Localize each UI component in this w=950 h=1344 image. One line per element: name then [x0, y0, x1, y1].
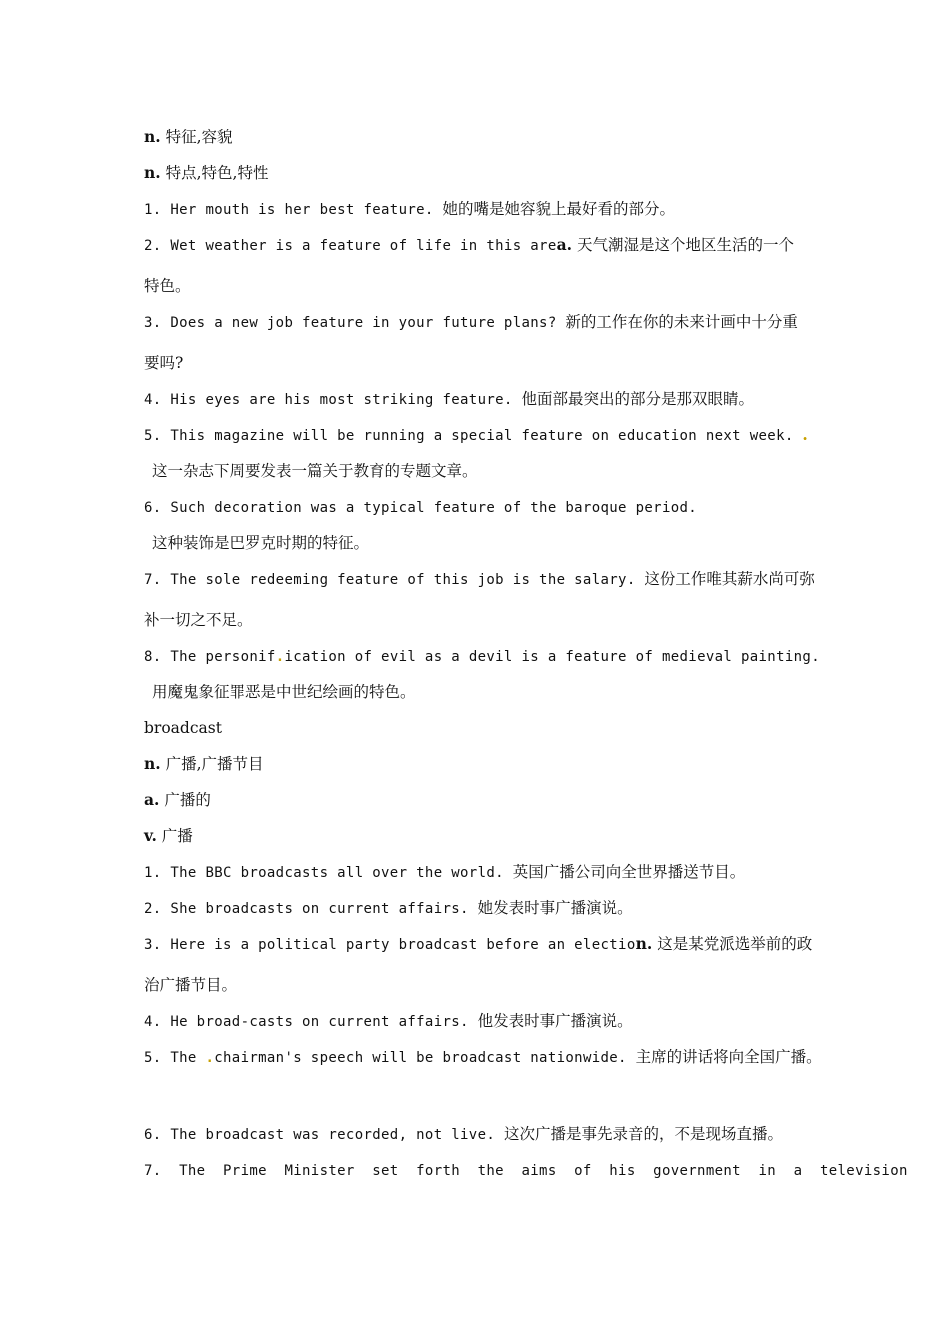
example-chinese: 她的嘴是她容貌上最好看的部分。 [442, 200, 675, 218]
example-english: 7. The Prime Minister set forth the aims of his government in a television [144, 1163, 908, 1179]
example-chinese: 用魔鬼象征罪恶是中世纪绘画的特色。 [152, 683, 416, 701]
feature-pos-noun-1 [144, 127, 233, 147]
feature-example-7-continued [144, 610, 253, 630]
feature-example-2 [144, 235, 794, 256]
example-chinese: 主席的讲话将向全国广播。 [635, 1048, 822, 1066]
feature-example-1 [144, 199, 675, 220]
example-chinese: 这是某党派选举前的政 [652, 935, 813, 953]
example-english-rest: chairman's speech will be broadcast nationwide. [214, 1050, 636, 1066]
definition: 广播 [156, 827, 193, 845]
example-english: 5. This magazine will be running a special feature on education next week. [144, 428, 803, 444]
feature-example-3 [144, 312, 798, 333]
broadcast-example-2 [144, 898, 633, 919]
pos-label: n. [144, 127, 161, 146]
example-chinese: 英国广播公司向全世界播送节目。 [512, 863, 746, 881]
definition: 特点,特色,特性 [160, 164, 269, 182]
example-chinese: 治广播节目。 [144, 976, 238, 994]
feature-pos-noun-2 [144, 163, 268, 183]
example-english: 2. She broadcasts on current affairs. [144, 901, 478, 917]
broadcast-pos-verb [144, 826, 193, 846]
example-english-rest: ication of evil as a devil is a feature of medieval painting. [284, 649, 820, 665]
bold-mark: n. [635, 934, 653, 953]
feature-example-6 [144, 497, 697, 518]
definition: 广播的 [159, 791, 211, 809]
broadcast-pos-adjective [144, 790, 211, 810]
broadcast-example-5 [144, 1047, 822, 1068]
bold-mark: a. [556, 235, 573, 254]
feature-example-3-continued [144, 353, 183, 373]
example-english: 6. Such decoration was a typical feature of the baroque period. [144, 500, 698, 516]
broadcast-example-7 [144, 1160, 908, 1181]
broadcast-example-3-continued [144, 975, 237, 995]
example-english: 8. The personif [144, 649, 276, 665]
pos-label: a. [144, 790, 160, 809]
example-chinese: 这种装饰是巴罗克时期的特征。 [152, 534, 370, 552]
pos-label: n. [144, 754, 161, 773]
feature-example-5-translation [144, 461, 478, 481]
example-chinese: 他发表时事广播演说。 [477, 1012, 633, 1030]
broadcast-example-3 [144, 934, 812, 955]
broadcast-example-6 [144, 1124, 783, 1145]
headword-broadcast [144, 718, 222, 738]
feature-example-7 [144, 569, 815, 590]
example-english: 3. Does a new job feature in your future plans? [144, 315, 566, 331]
example-english: 4. His eyes are his most striking feature. [144, 392, 522, 408]
stray-dot: . [275, 649, 285, 665]
feature-example-8-translation [144, 682, 416, 702]
example-english: 1. Her mouth is her best feature. [144, 202, 443, 218]
broadcast-example-4 [144, 1011, 633, 1032]
example-english: 4. He broad-casts on current affairs. [144, 1014, 478, 1030]
example-chinese: 这份工作唯其薪水尚可弥 [644, 570, 815, 588]
example-chinese: 这一杂志下周要发表一篇关于教育的专题文章。 [152, 462, 478, 480]
example-english: 2. Wet weather is a feature of life in this are [144, 238, 557, 254]
example-chinese: 这次广播是事先录音的，不是现场直播。 [503, 1125, 783, 1143]
feature-example-2-continued [144, 276, 191, 296]
definition: 特征,容貌 [160, 128, 233, 146]
pos-label: n. [144, 163, 161, 182]
example-chinese: 特色。 [144, 277, 191, 295]
feature-example-6-translation [144, 533, 369, 553]
example-chinese: 她发表时事广播演说。 [477, 899, 633, 917]
feature-example-8 [144, 646, 820, 667]
example-english: 3. Here is a political party broadcast before an electio [144, 937, 636, 953]
feature-example-5 [144, 425, 808, 446]
stray-dot: . [205, 1050, 215, 1066]
example-english: 6. The broadcast was recorded, not live. [144, 1127, 504, 1143]
definition: 广播,广播节目 [160, 755, 264, 773]
example-english: 1. The BBC broadcasts all over the world. [144, 865, 513, 881]
headword: broadcast [144, 719, 222, 737]
feature-example-4 [144, 389, 754, 410]
example-chinese: 天气潮湿是这个地区生活的一个 [572, 236, 794, 254]
example-chinese: 他面部最突出的部分是那双眼睛。 [521, 390, 754, 408]
example-chinese: 要吗? [144, 354, 184, 372]
example-chinese: 补一切之不足。 [144, 611, 253, 629]
stray-dot: . [802, 425, 808, 444]
broadcast-example-1 [144, 862, 745, 883]
broadcast-pos-noun [144, 754, 264, 774]
example-english: 7. The sole redeeming feature of this job is the salary. [144, 572, 645, 588]
pos-label: v. [144, 826, 157, 845]
example-english: 5. The [144, 1050, 206, 1066]
example-chinese: 新的工作在你的未来计画中十分重 [565, 313, 798, 331]
